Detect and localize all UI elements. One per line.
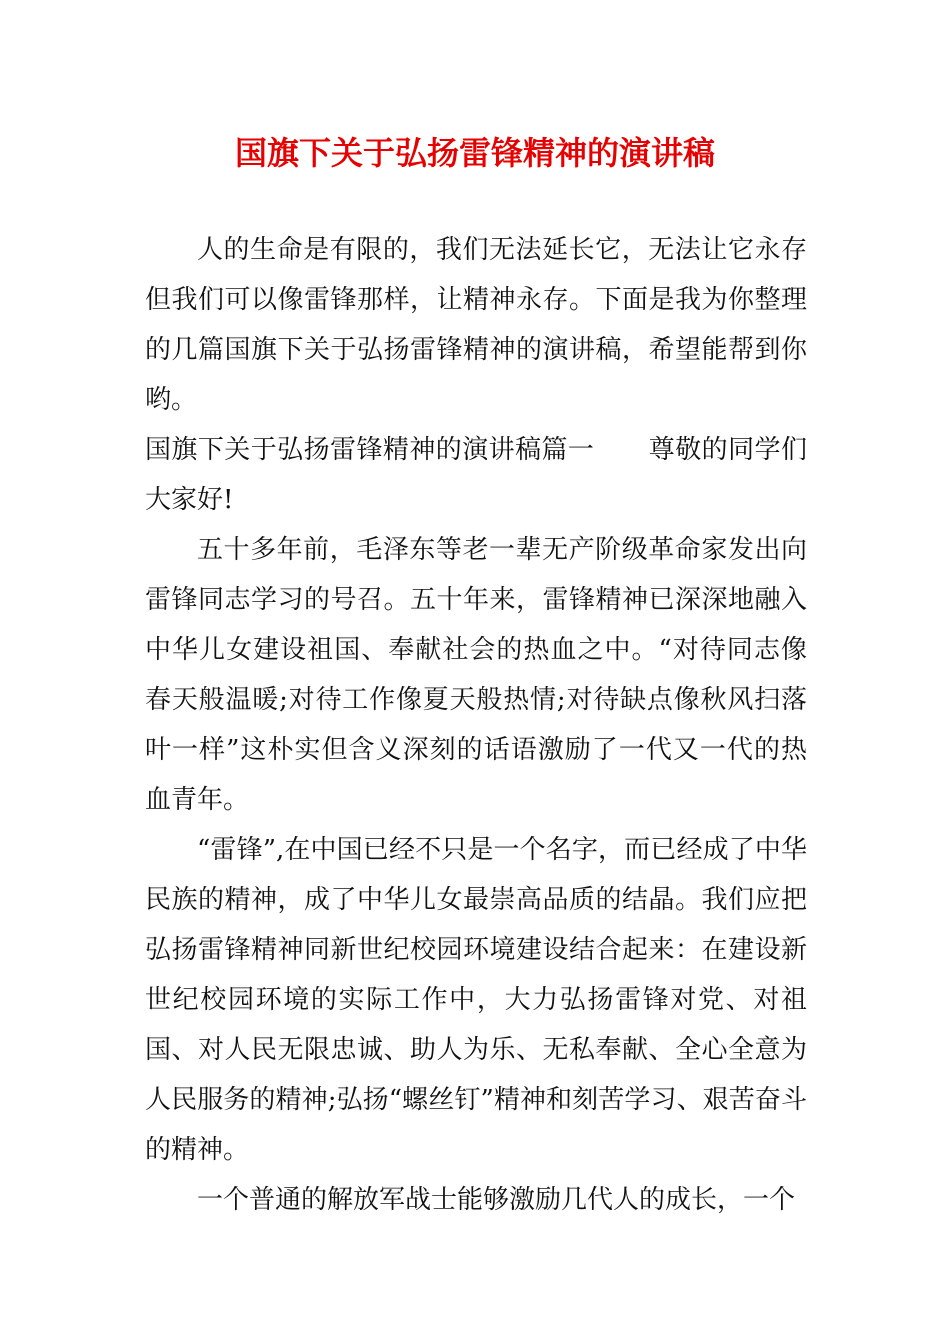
intro-paragraph: 人的生命是有限的，我们无法延长它，无法让它永存但我们可以像雷锋那样，让精神永存。下面是我为你整理的几篇国旗下关于弘扬雷锋精神的演讲稿，希望能帮到你哟。	[145, 235, 807, 415]
section-heading-line	[145, 425, 807, 525]
document-body	[145, 225, 807, 1225]
document-title: 国旗下关于弘扬雷锋精神的演讲稿	[234, 134, 715, 172]
body-paragraph-2: “雷锋”,在中国已经不只是一个名字，而已经成了中华民族的精神，成了中华儿女最崇高品质的结晶。我们应把弘扬雷锋精神同新世纪校园环境建设结合起来：在建设新世纪校园环境的实际工作中，大力弘扬雷锋对党、对祖国、对人民无限忠诚、助人为乐、无私奉献、全心全意为人民服务的精神;弘扬“螺丝钉”精神和刻苦学习、艰苦奋斗的精神。	[145, 835, 807, 1165]
body-paragraph-1: 五十多年前，毛泽东等老一辈无产阶级革命家发出向雷锋同志学习的号召。五十年来，雷锋精神已深深地融入中华儿女建设祖国、奉献社会的热血之中。“对待同志像春天般温暖;对待工作像夏天般热情;对待缺点像秋风扫落叶一样”这朴实但含义深刻的话语激励了一代又一代的热血青年。	[145, 535, 807, 815]
body-paragraph-3: 一个普通的解放军战士能够激励几代人的成长，一个	[197, 1185, 796, 1215]
greeting: 尊敬的同学们大家好!	[145, 435, 807, 515]
section-heading: 国旗下关于弘扬雷锋精神的演讲稿篇一	[145, 435, 595, 465]
